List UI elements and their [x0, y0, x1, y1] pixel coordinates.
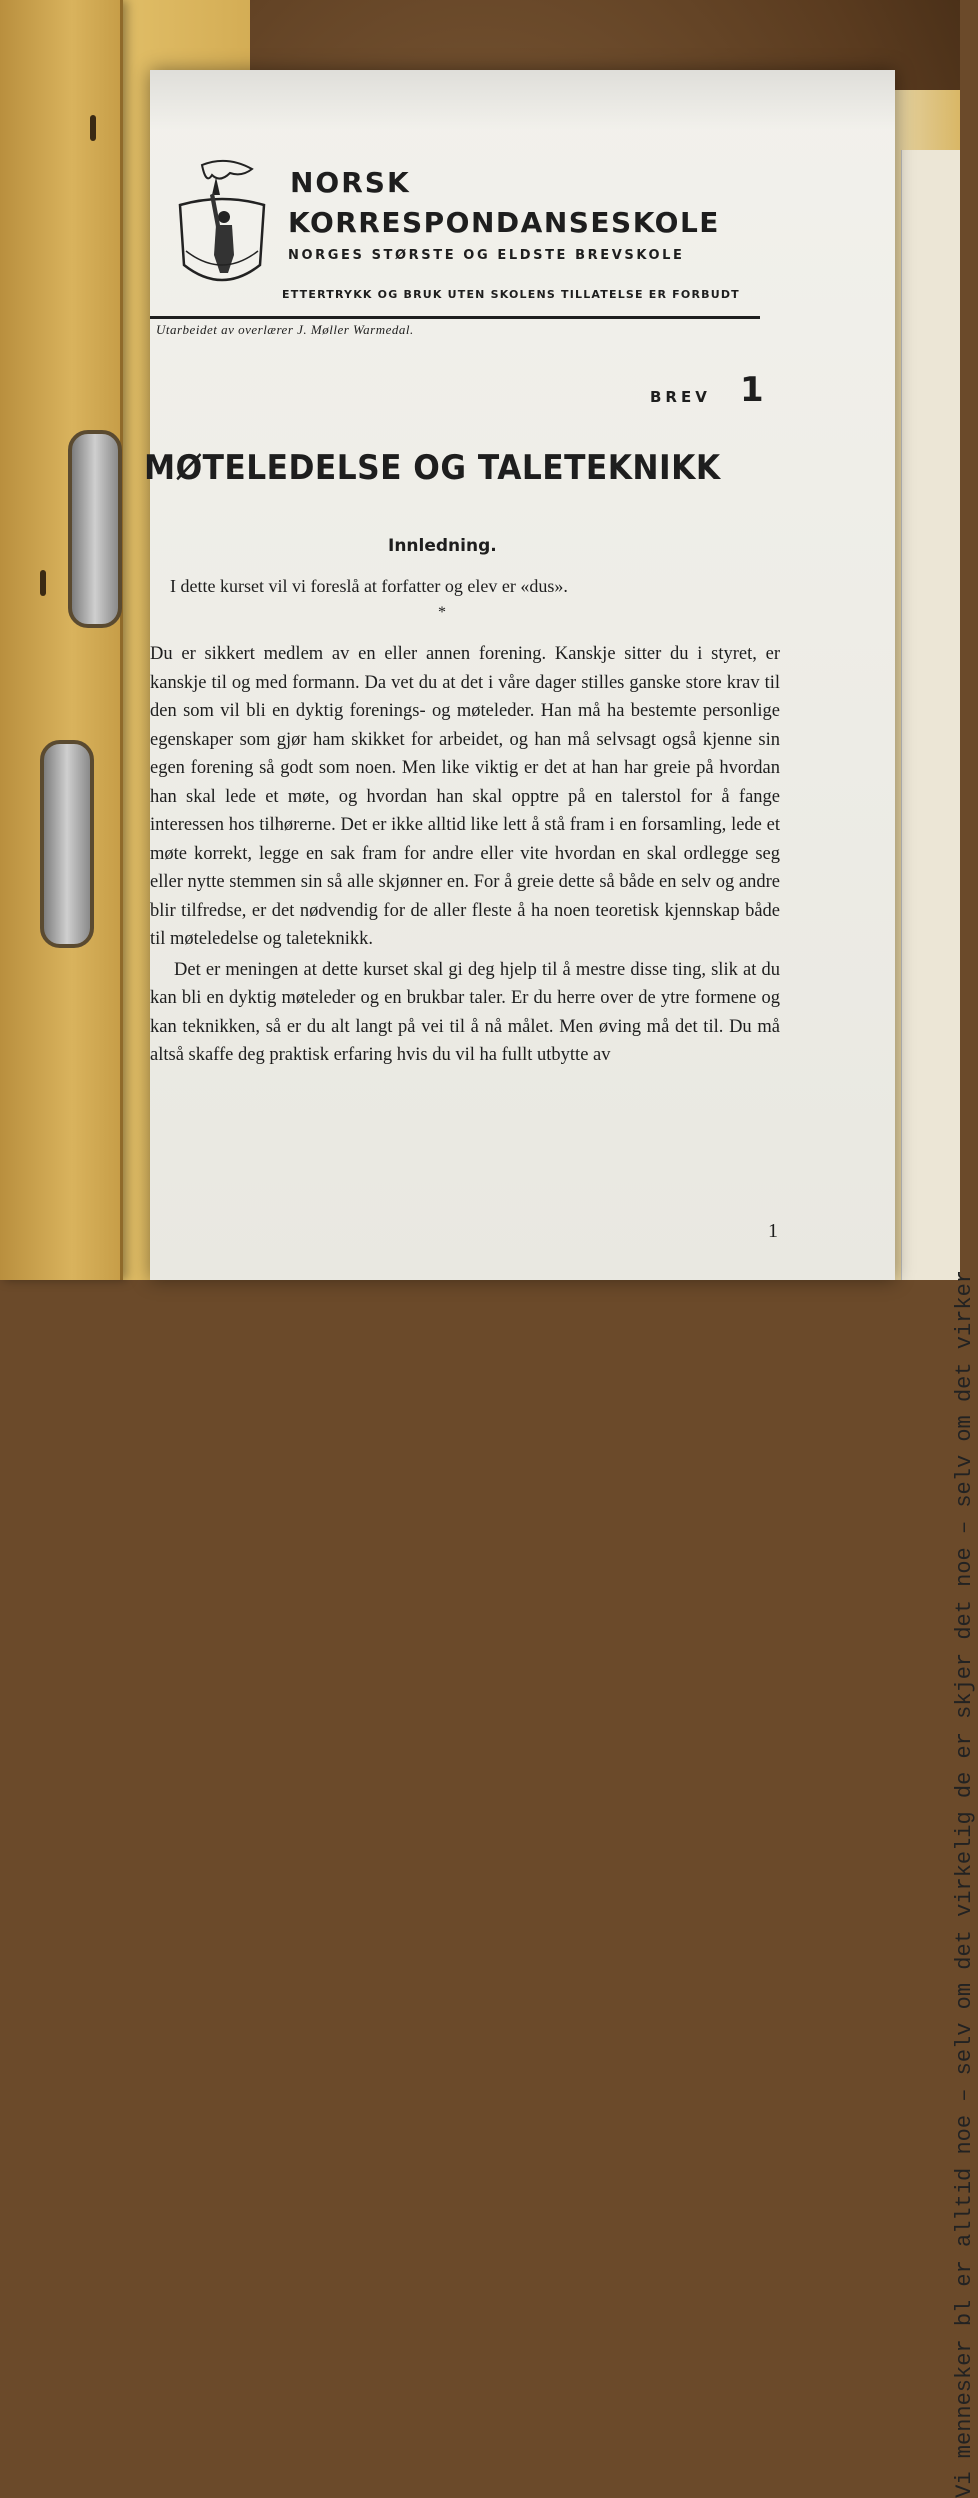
binder-clip-bottom [40, 740, 94, 948]
copyright-notice: ETTERTRYKK OG BRUK UTEN SKOLENS TILLATELSE ER FORBUDT [282, 288, 740, 301]
page-number: 1 [768, 1220, 778, 1242]
author-line: Utarbeidet av overlærer J. Møller Warmedal. [156, 322, 414, 337]
document-page [144, 70, 895, 1280]
paragraph-2: Det er meningen at dette kurset skal gi deg hjelp til å mestre disse ting, slik at du kan bli en dyktig møteleder og en brukbar taler. Er du herre over de ytre formene og kan teknikken, så er du alt langt på vei til å nå målet. Men øving må det til. Du må altså skaffe deg praktisk erfaring hvis du vil ha fullt utbytte av [150, 959, 780, 1065]
letter-number: 1 [740, 370, 764, 410]
punch-hole [90, 115, 96, 141]
body-text [150, 640, 780, 1070]
school-name-line2: KORRESPONDANSESKOLE [288, 206, 720, 239]
intro-text: I dette kurset vil vi foreslå at forfatter og elev er «dus». [170, 576, 568, 596]
paragraph-1: Du er sikkert medlem av en eller annen forening. Kanskje sitter du i styret, er kanskje til og med formann. Da vet du at det i våre dager stilles ganske store krav til den som vil bli en dyktig forenings- og møteleder. Han må ha bestemte personlige egenskaper som gjør ham skikket for arbeidet, og han må selvsagt også kjenne sin egen forening så godt som noen. Men like viktig er det at han har greie på hvordan han skal lede et møte, og hvordan han skal opptre på en talerstol for å fange interessen hos tilhørerne. Det er ikke alltid like lett å stå fram i en forsamling, lede et møte korrekt, legge en sak fram for andre eller vite hvordan en skal ordlegge seg eller nytte stemmen sin så alle skjønner en. For å greie dette så både en selv og andre blir tilfredse, er det nødvendig for de aller fleste å ha noen teoretisk kjennskap både til møteledelse og taleteknikk. [150, 644, 780, 949]
page-shadow [150, 70, 895, 130]
separator-asterisk: * [438, 604, 446, 621]
school-name-line1: NORSK [290, 166, 411, 199]
letter-label: BREV [650, 388, 711, 406]
page-title: MØTELEDELSE OG TALETEKNIKK [144, 448, 721, 488]
school-seal-icon [172, 155, 272, 295]
folder-front-flap [0, 0, 123, 1280]
section-heading: Innledning. [388, 536, 497, 556]
side-sheet [901, 150, 977, 2498]
side-sheet-text: Vi mennesker bl er alltid noe – selv om det virkelig de er skjer det noe – selv om det virker [952, 1270, 977, 2498]
punch-hole [40, 570, 46, 596]
school-tagline: NORGES STØRSTE OG ELDSTE BREVSKOLE [288, 248, 685, 263]
header-rule [150, 316, 760, 319]
binder-clip-top [68, 430, 122, 628]
